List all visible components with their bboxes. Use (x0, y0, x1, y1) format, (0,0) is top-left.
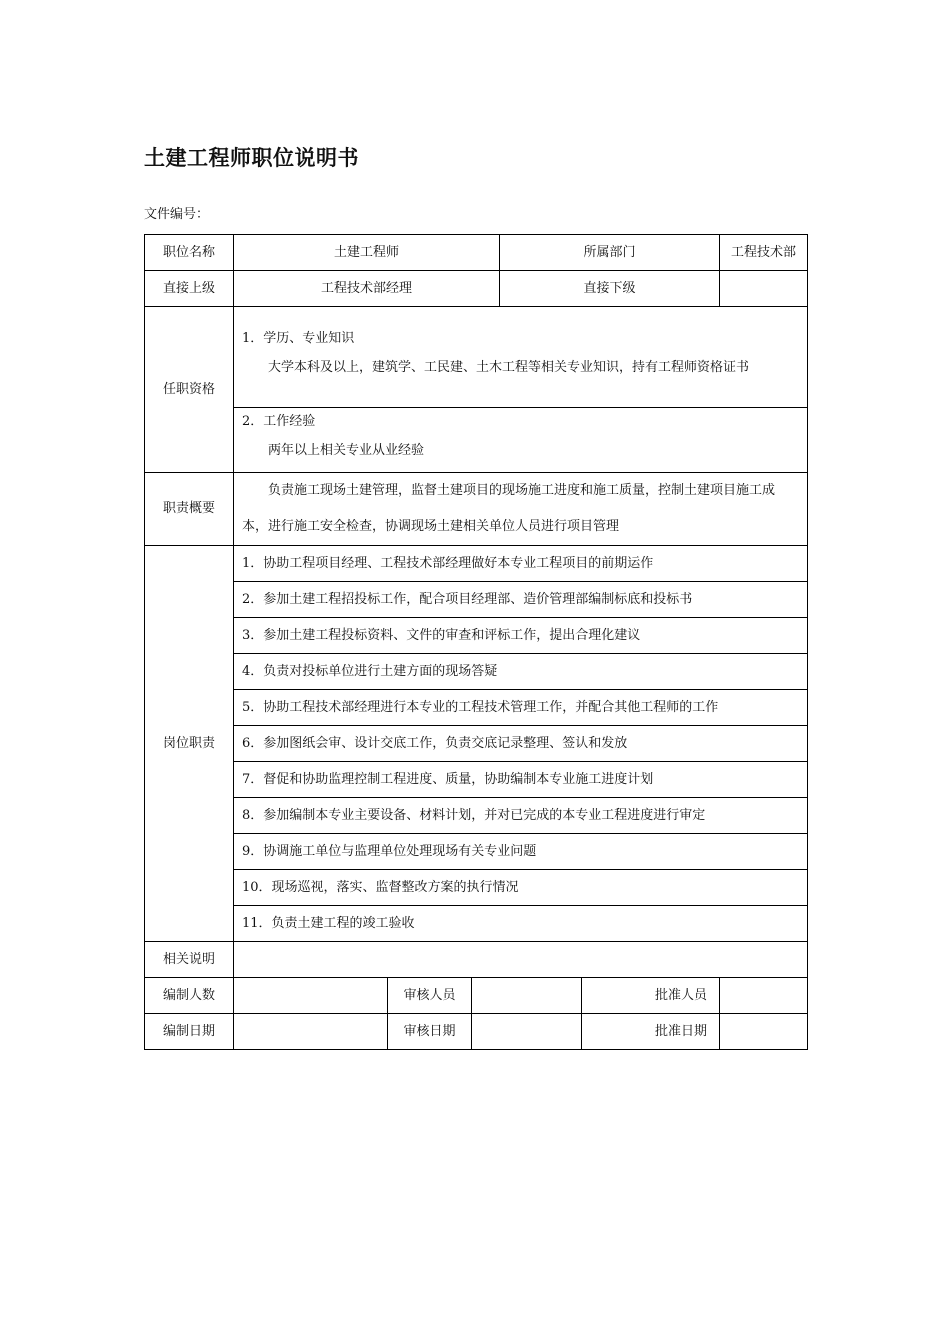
table-row (145, 408, 808, 473)
table-row (145, 271, 808, 307)
duties-label: 岗位职责 (145, 546, 234, 942)
reviewer-value (472, 978, 582, 1014)
education-title: 1．学历、专业知识 (242, 331, 355, 346)
superior-value: 工程技术部经理 (234, 271, 500, 307)
experience-text: 两年以上相关专业从业经验 (268, 443, 425, 458)
superior-label: 直接上级 (145, 271, 234, 307)
table-row (145, 654, 808, 690)
table-row (145, 870, 808, 906)
approve-date-value (720, 1014, 808, 1050)
duty-item: 11．负责土建工程的竣工验收 (234, 906, 808, 942)
summary-label: 职责概要 (145, 473, 234, 546)
table-row (145, 762, 808, 798)
preparer-label: 编制人数 (145, 978, 234, 1014)
duty-item: 10．现场巡视，落实、监督整改方案的执行情况 (234, 870, 808, 906)
education-text: 大学本科及以上，建筑学、工民建、土木工程等相关专业知识，持有工程师资格证书 (268, 360, 750, 375)
approve-date-label: 批准日期 (582, 1014, 720, 1050)
experience-title: 2．工作经验 (242, 414, 316, 429)
experience-cell (234, 408, 808, 473)
reviewer-label: 审核人员 (388, 978, 472, 1014)
table-row (145, 1014, 808, 1050)
department-value: 工程技术部 (720, 235, 808, 271)
duty-item: 1．协助工程项目经理、工程技术部经理做好本专业工程项目的前期运作 (234, 546, 808, 582)
table-row (145, 582, 808, 618)
duty-item: 2．参加土建工程招投标工作，配合项目经理部、造价管理部编制标底和投标书 (234, 582, 808, 618)
table-row (145, 618, 808, 654)
position-name-value: 土建工程师 (234, 235, 500, 271)
duty-item: 9．协调施工单位与监理单位处理现场有关专业问题 (234, 834, 808, 870)
summary-cell (234, 473, 808, 546)
table-row (145, 978, 808, 1014)
table-row (145, 942, 808, 978)
table-row (145, 798, 808, 834)
prep-date-value (234, 1014, 388, 1050)
review-date-label: 审核日期 (388, 1014, 472, 1050)
table-row (145, 307, 808, 408)
table-row (145, 726, 808, 762)
doc-number-label: 文件编号： (144, 207, 210, 222)
table-row (145, 690, 808, 726)
table-row (145, 906, 808, 942)
approver-value (720, 978, 808, 1014)
table-row (145, 546, 808, 582)
duty-item: 5．协助工程技术部经理进行本专业的工程技术管理工作，并配合其他工程师的工作 (234, 690, 808, 726)
notes-value (234, 942, 808, 978)
education-cell (234, 307, 808, 408)
duty-item: 7．督促和协助监理控制工程进度、质量，协助编制本专业施工进度计划 (234, 762, 808, 798)
preparer-value (234, 978, 388, 1014)
table-row (145, 834, 808, 870)
duty-item: 4．负责对投标单位进行土建方面的现场答疑 (234, 654, 808, 690)
review-date-value (472, 1014, 582, 1050)
duty-item: 8．参加编制本专业主要设备、材料计划，并对已完成的本专业工程进度进行审定 (234, 798, 808, 834)
duty-item: 3．参加土建工程投标资料、文件的审查和评标工作，提出合理化建议 (234, 618, 808, 654)
job-description-table (144, 234, 808, 1050)
prep-date-label: 编制日期 (145, 1014, 234, 1050)
subordinate-value (720, 271, 808, 307)
table-row (145, 235, 808, 271)
department-label: 所属部门 (500, 235, 720, 271)
page-title: 土建工程师职位说明书 (144, 146, 359, 170)
position-name-label: 职位名称 (145, 235, 234, 271)
qualifications-label: 任职资格 (145, 307, 234, 473)
duty-item: 6．参加图纸会审、设计交底工作，负责交底记录整理、签认和发放 (234, 726, 808, 762)
approver-label: 批准人员 (582, 978, 720, 1014)
table-row (145, 473, 808, 546)
notes-label: 相关说明 (145, 942, 234, 978)
subordinate-label: 直接下级 (500, 271, 720, 307)
summary-text: 负责施工现场土建管理，监督土建项目的现场施工进度和施工质量，控制土建项目施工成本，进行施工安全检查，协调现场土建相关单位人员进行项目管理 (242, 483, 776, 534)
